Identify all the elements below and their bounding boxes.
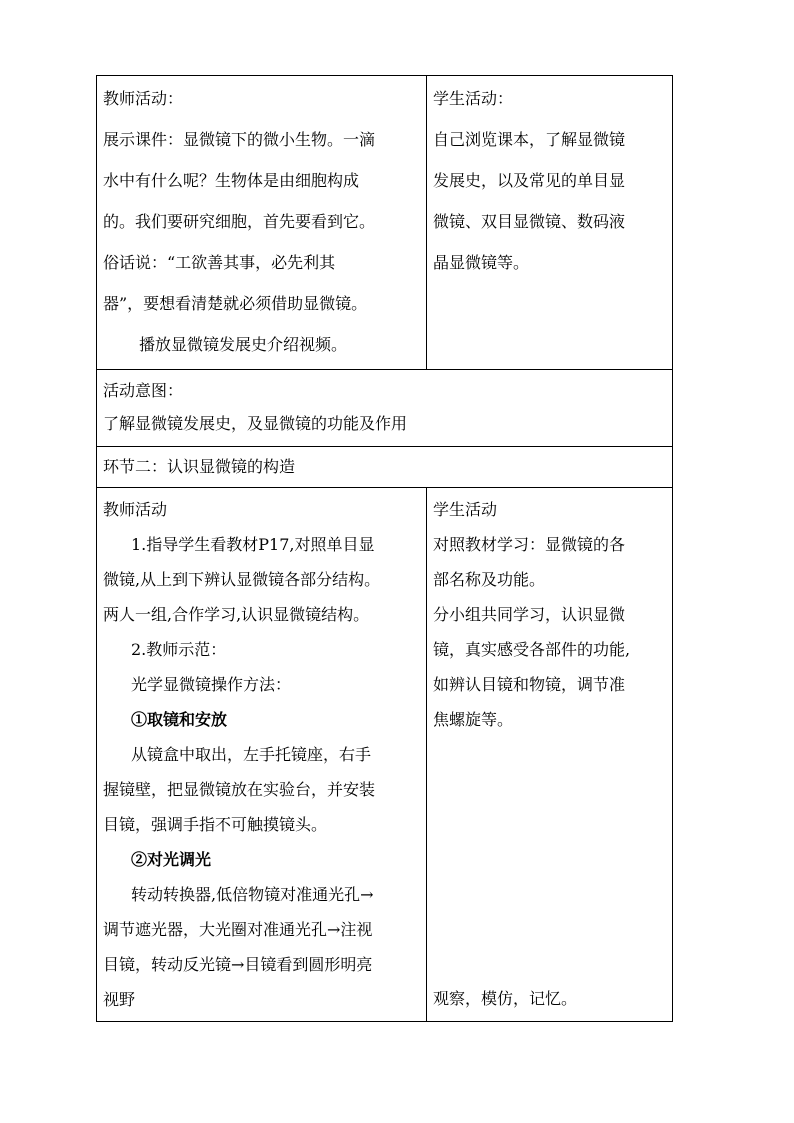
teacher-step-line: 目镜，转动反光镜→目镜看到圆形明亮 (103, 955, 373, 974)
procedure-heading: ②对光调光 (131, 850, 212, 869)
teacher-line: 展示课件：显微镜下的微小生物。一滴 (103, 130, 376, 149)
student-line: 部名称及功能。 (433, 570, 546, 589)
student-line: 晶显微镜等。 (433, 253, 530, 272)
spacer (433, 737, 666, 981)
student-line: 自己浏览课本，了解显微镜 (433, 130, 626, 149)
teacher-line: 的。我们要研究细胞，首先要看到它。 (103, 212, 376, 231)
teacher-activity-cell-1 (97, 76, 427, 370)
teacher-step-line: 从镜盒中取出，左手托镜座，右手 (131, 745, 372, 764)
student-activity-heading: 学生活动 (433, 500, 498, 519)
intent-text: 了解显微镜发展史，及显微镜的功能及作用 (103, 414, 408, 433)
teacher-step-line: 两人一组,合作学习,认识显微镜结构。 (103, 605, 370, 624)
teacher-line: 俗话说：“工欲善其事，必先利其 (103, 253, 336, 272)
intent-cell (97, 370, 673, 447)
section-title-cell (97, 447, 673, 488)
teacher-step-line: 转动转换器,低倍物镜对准通光孔→ (131, 885, 374, 904)
teacher-line: 水中有什么呢？生物体是由细胞构成 (103, 171, 360, 190)
student-line: 对照教材学习：显微镜的各 (433, 535, 626, 554)
intent-row (97, 370, 673, 447)
student-activity-cell-1 (427, 76, 673, 370)
teacher-activity-heading: 教师活动： (103, 89, 184, 108)
student-line: 发展史，以及常见的单目显 (433, 171, 626, 190)
teacher-step-line: 调节遮光器，大光圈对准通光孔→注视 (103, 920, 373, 939)
activity-row-2 (97, 488, 673, 1022)
teacher-step-line: 微镜,从上到下辨认显微镜各部分结构。 (103, 570, 381, 589)
teacher-activity-heading: 教师活动 (103, 500, 168, 519)
teacher-activity-cell-2 (97, 488, 427, 1022)
lesson-plan-page (96, 75, 672, 1022)
teacher-line: 播放显微镜发展史介绍视频。 (139, 335, 348, 354)
lesson-table (96, 75, 673, 1022)
student-line: 焦螺旋等。 (433, 710, 514, 729)
procedure-heading: ①取镜和安放 (131, 710, 228, 729)
student-line: 分小组共同学习，认识显微 (433, 605, 626, 624)
intent-heading: 活动意图： (103, 381, 184, 400)
student-line: 微镜、双目显微镜、数码液 (433, 212, 626, 231)
teacher-step-line: 目镜，强调手指不可触摸镜头。 (103, 815, 328, 834)
teacher-step-line: 视野 (103, 990, 136, 1009)
student-footer-line: 观察，模仿，记忆。 (433, 989, 578, 1008)
teacher-line: 器”，要想看清楚就必须借助显微镜。 (103, 294, 368, 313)
activity-row-1 (97, 76, 673, 370)
student-line: 如辨认目镜和物镜，调节准 (433, 675, 626, 694)
section-title-row (97, 447, 673, 488)
teacher-step-line: 握镜壁，把显微镜放在实验台，并安装 (103, 780, 376, 799)
student-line: 镜，真实感受各部件的功能, (433, 640, 631, 659)
teacher-step-line: 光学显微镜操作方法： (131, 675, 292, 694)
section-title: 环节二：认识显微镜的构造 (103, 457, 296, 476)
student-activity-heading: 学生活动： (433, 89, 514, 108)
student-activity-cell-2 (427, 488, 673, 1022)
teacher-step-line: 1.指导学生看教材P17,对照单目显 (131, 535, 375, 554)
teacher-step-line: 2.教师示范： (131, 640, 227, 659)
